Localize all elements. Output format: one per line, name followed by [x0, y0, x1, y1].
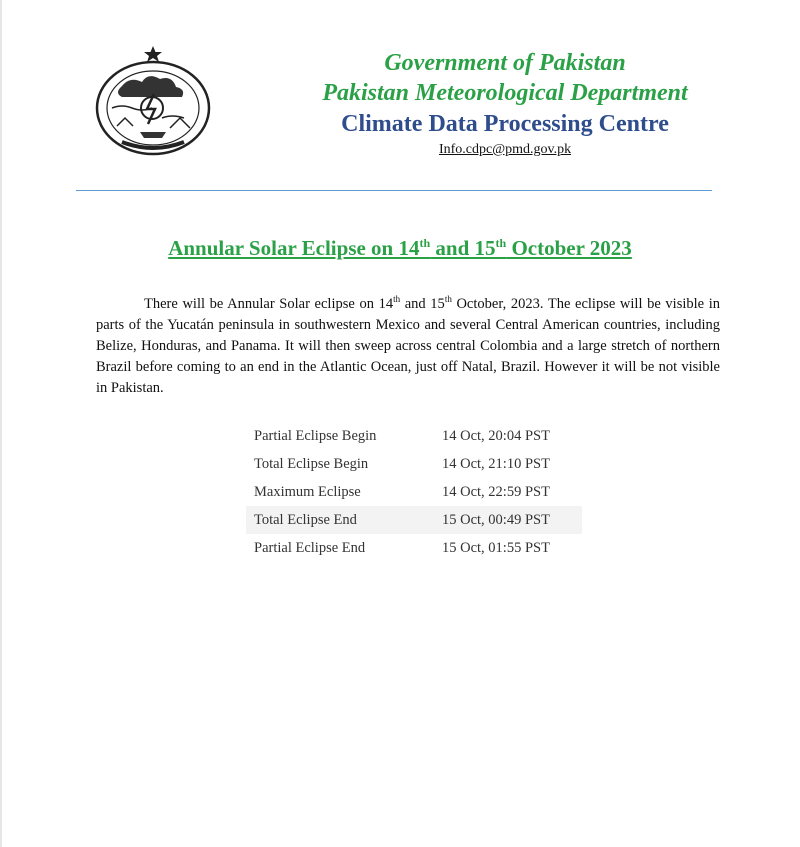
title-sup: th	[495, 236, 507, 250]
table-row	[246, 450, 582, 478]
page-edge	[0, 0, 2, 847]
body-text: October, 2023. The eclipse will be visible in parts of the Yucatán peninsula in southwestern Mexico and several Central American countries, including Belize, Honduras, and Panama. It will then sweep across central Colombia and a large stretch of northern Brazil before coming to an end in the Atlantic Ocean, just off Natal, Brazil. However it will be not visible in Pakistan.	[96, 296, 721, 396]
title-text: and 15	[430, 236, 496, 260]
centre-name: Climate Data Processing Centre	[341, 111, 669, 137]
body-text: and 15	[400, 296, 445, 312]
header-divider	[76, 190, 712, 191]
table-row	[246, 422, 582, 450]
body-paragraph	[96, 294, 720, 399]
phase-time: 14 Oct, 20:04 PST	[442, 427, 550, 444]
phase-time: 14 Oct, 22:59 PST	[442, 483, 550, 500]
department-name: Pakistan Meteorological Department	[322, 80, 688, 106]
body-text: There will be Annular Solar eclipse on 14	[144, 296, 394, 312]
org-name: Government of Pakistan	[384, 50, 626, 76]
eclipse-schedule-table	[246, 422, 582, 562]
pmd-emblem-icon	[92, 46, 214, 158]
phase-time: 14 Oct, 21:10 PST	[442, 455, 550, 472]
email-link[interactable]: Info.cdpc@pmd.gov.pk	[438, 142, 572, 157]
table-row	[246, 534, 582, 562]
phase-label: Maximum Eclipse	[254, 483, 361, 500]
table-row	[246, 506, 582, 534]
phase-label: Total Eclipse Begin	[254, 455, 369, 472]
body-sup: th	[393, 294, 401, 305]
body-sup: th	[444, 294, 452, 305]
title-sup: th	[419, 236, 431, 250]
phase-label: Total Eclipse End	[246, 506, 434, 534]
phase-time: 15 Oct, 00:49 PST	[434, 506, 582, 534]
title-text: Annular Solar Eclipse on 14	[168, 236, 420, 260]
title-text: October 2023	[506, 236, 632, 260]
page-title	[0, 236, 800, 261]
phase-label: Partial Eclipse Begin	[254, 427, 377, 444]
letterhead	[290, 48, 720, 160]
phase-time: 15 Oct, 01:55 PST	[442, 539, 550, 556]
table-row	[246, 478, 582, 506]
phase-label: Partial Eclipse End	[254, 539, 366, 556]
